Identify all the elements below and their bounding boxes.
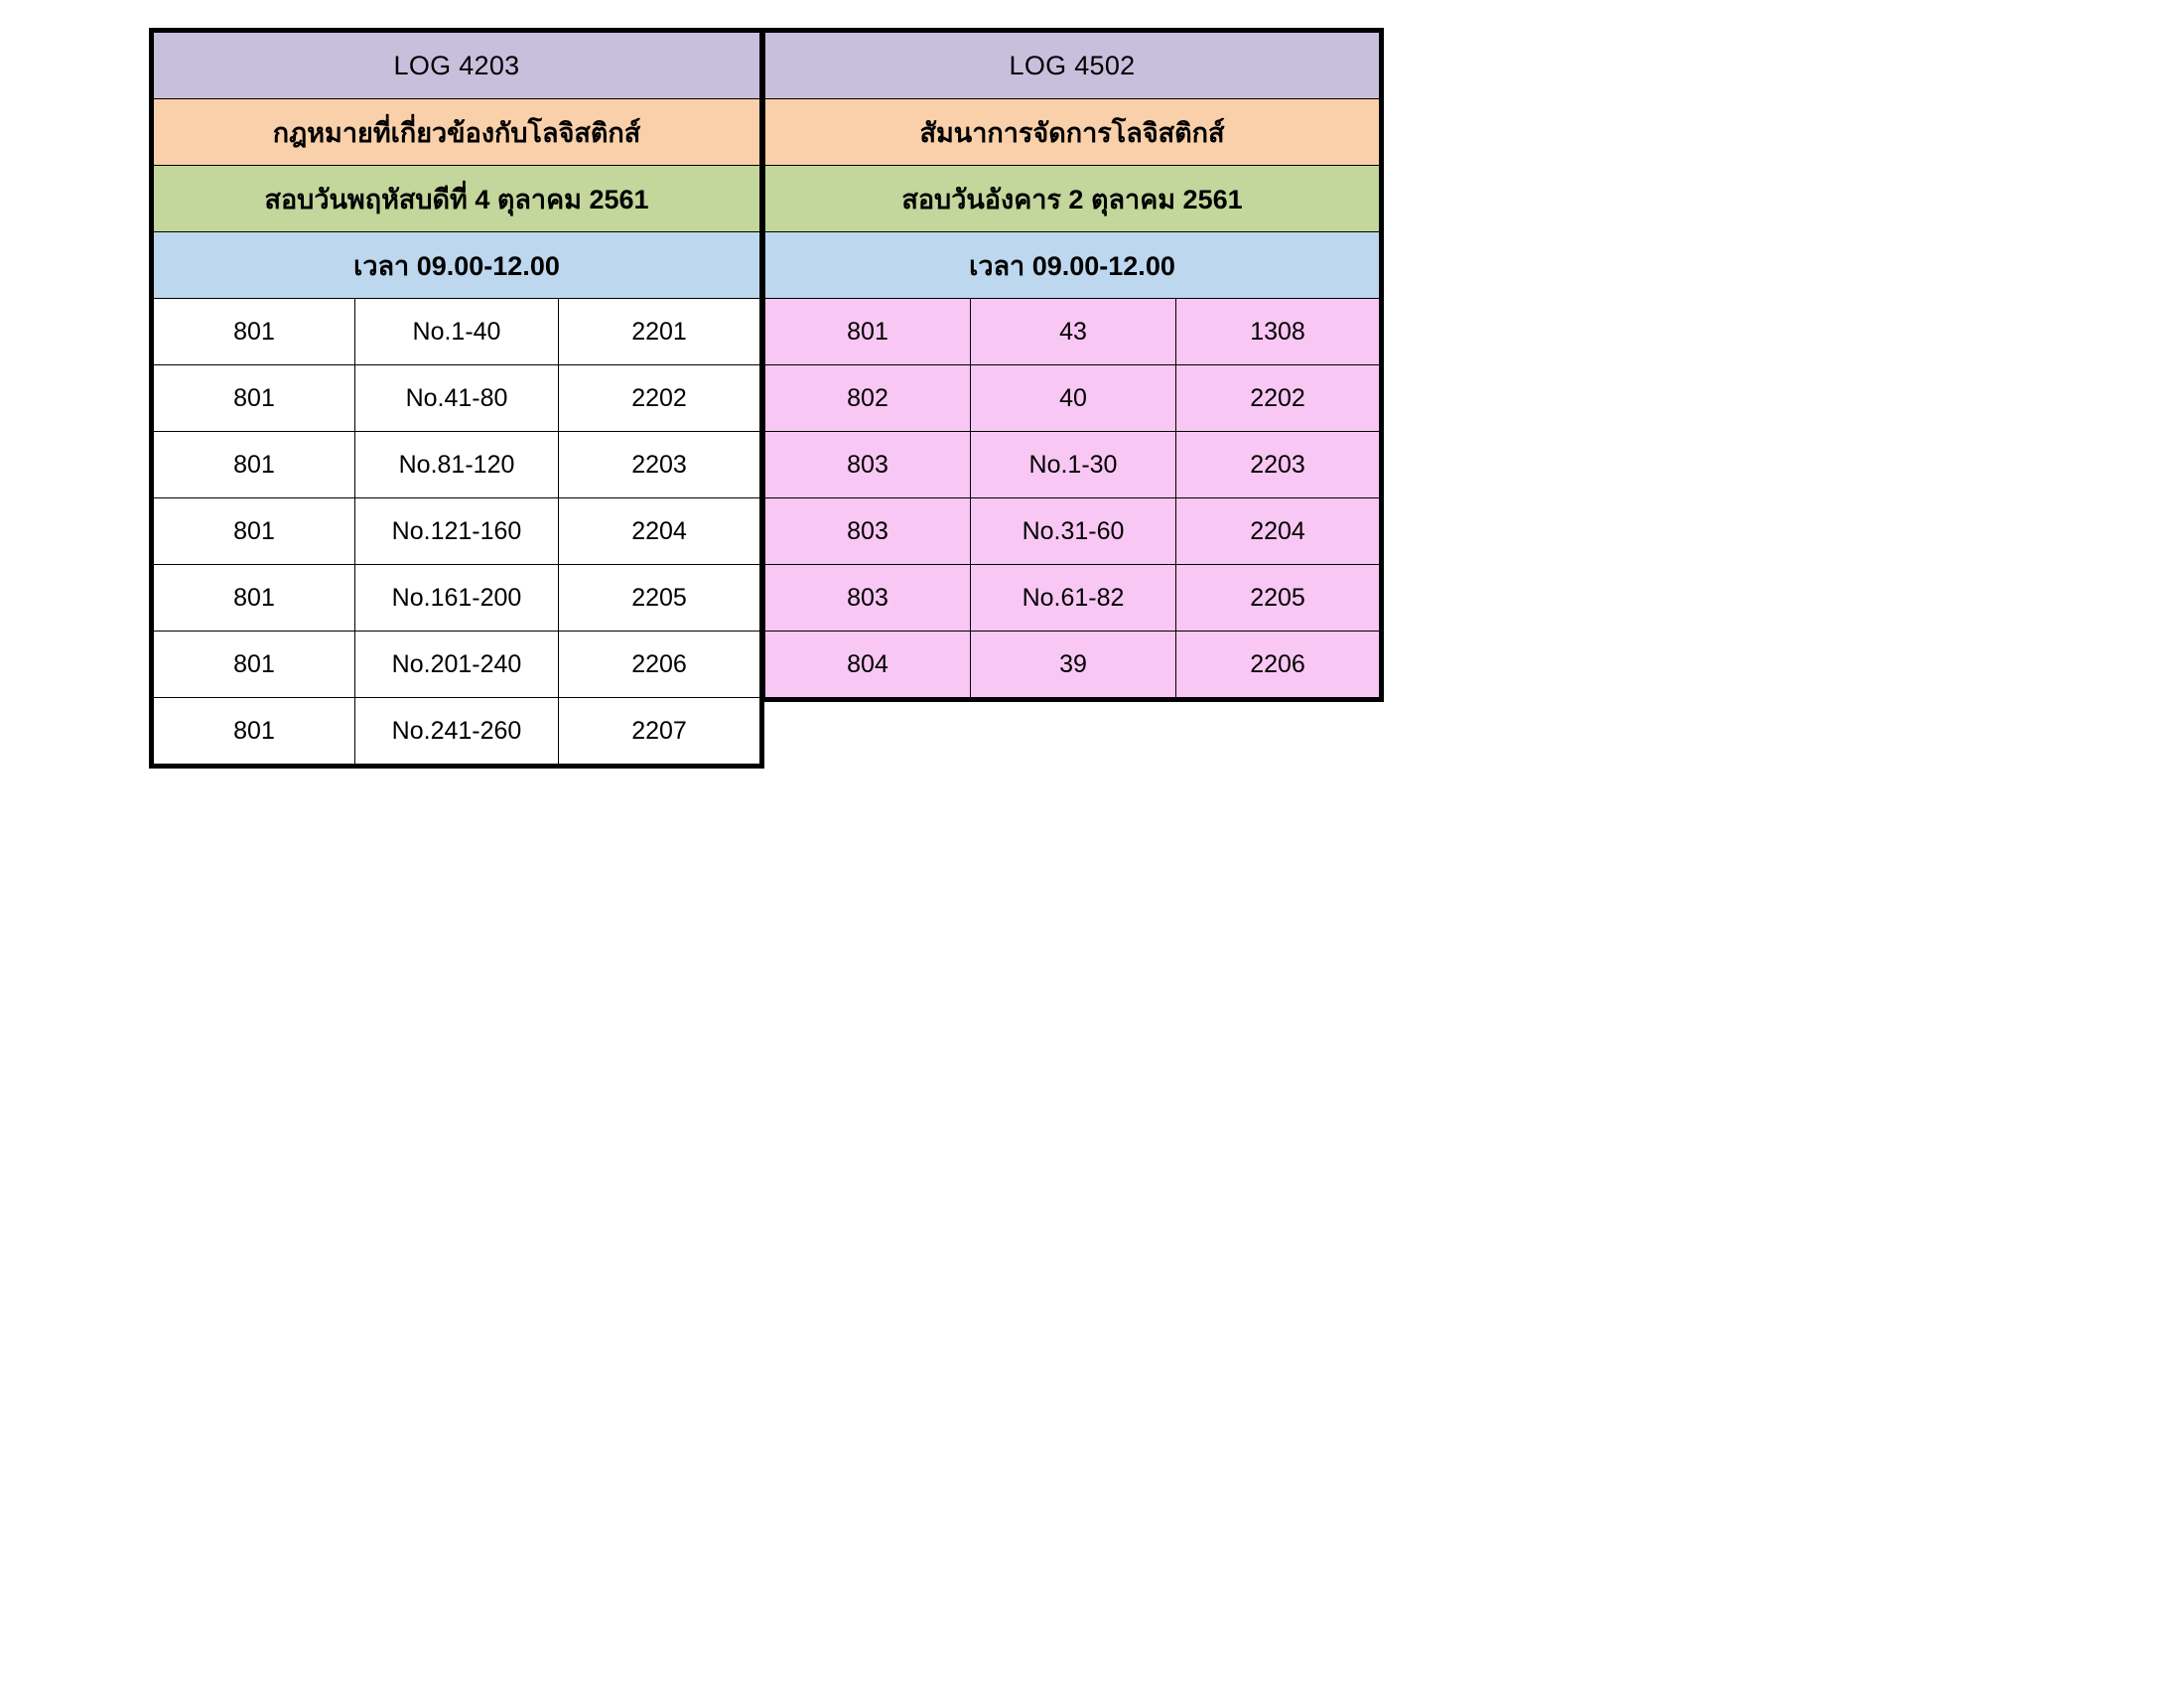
room-cell: 2204: [1176, 498, 1382, 565]
room-cell: 2205: [559, 565, 762, 632]
table-row: [765, 365, 1382, 432]
table-row: [152, 365, 762, 432]
exam-date: สอบวันอังคาร 2 ตุลาคม 2561: [765, 166, 1382, 232]
room-cell: 2204: [559, 498, 762, 565]
room-cell: 2205: [1176, 565, 1382, 632]
table-row: [152, 432, 762, 498]
room-cell: 2201: [559, 299, 762, 365]
room-cell: 1308: [1176, 299, 1382, 365]
section-cell: 804: [765, 632, 971, 700]
table-row: [152, 498, 762, 565]
table-row: [765, 498, 1382, 565]
exam-time: เวลา 09.00-12.00: [765, 232, 1382, 299]
table-header-time-row: [765, 232, 1382, 299]
schedule-tables-container: [149, 28, 2184, 769]
table-row: [152, 698, 762, 767]
exam-date: สอบวันพฤหัสบดีที่ 4 ตุลาคม 2561: [152, 166, 762, 232]
number-range-cell: No.41-80: [355, 365, 559, 432]
table-row: [765, 632, 1382, 700]
table-row: [152, 632, 762, 698]
room-cell: 2207: [559, 698, 762, 767]
section-cell: 801: [765, 299, 971, 365]
number-range-cell: No.161-200: [355, 565, 559, 632]
number-range-cell: No.201-240: [355, 632, 559, 698]
number-range-cell: No.1-30: [971, 432, 1176, 498]
section-cell: 801: [152, 365, 355, 432]
number-range-cell: 39: [971, 632, 1176, 700]
table-header-subject-row: [152, 99, 762, 166]
table-row: [152, 565, 762, 632]
section-cell: 801: [152, 299, 355, 365]
room-cell: 2206: [559, 632, 762, 698]
table-row: [765, 432, 1382, 498]
exam-schedule-sheet: [0, 0, 2184, 769]
section-cell: 803: [765, 498, 971, 565]
table-header-date-row: [152, 166, 762, 232]
number-range-cell: No.31-60: [971, 498, 1176, 565]
section-cell: 803: [765, 565, 971, 632]
table-row: [765, 565, 1382, 632]
course-code: LOG 4502: [765, 31, 1382, 99]
section-cell: 801: [152, 698, 355, 767]
section-cell: 801: [152, 498, 355, 565]
number-range-cell: No.81-120: [355, 432, 559, 498]
room-cell: 2202: [559, 365, 762, 432]
room-cell: 2203: [559, 432, 762, 498]
table-header-date-row: [765, 166, 1382, 232]
exam-table-log-4502: [764, 28, 1384, 702]
table-row: [152, 299, 762, 365]
room-cell: 2206: [1176, 632, 1382, 700]
number-range-cell: 40: [971, 365, 1176, 432]
section-cell: 801: [152, 565, 355, 632]
number-range-cell: 43: [971, 299, 1176, 365]
course-subject: กฎหมายที่เกี่ยวข้องกับโลจิสติกส์: [152, 99, 762, 166]
section-cell: 802: [765, 365, 971, 432]
number-range-cell: No.121-160: [355, 498, 559, 565]
section-cell: 801: [152, 432, 355, 498]
exam-time: เวลา 09.00-12.00: [152, 232, 762, 299]
table-row: [765, 299, 1382, 365]
room-cell: 2203: [1176, 432, 1382, 498]
table-header-code-row: [152, 31, 762, 99]
course-subject: สัมนาการจัดการโลจิสติกส์: [765, 99, 1382, 166]
section-cell: 801: [152, 632, 355, 698]
course-code: LOG 4203: [152, 31, 762, 99]
exam-table-log-4203: [149, 28, 764, 769]
section-cell: 803: [765, 432, 971, 498]
room-cell: 2202: [1176, 365, 1382, 432]
table-header-subject-row: [765, 99, 1382, 166]
table-header-code-row: [765, 31, 1382, 99]
number-range-cell: No.241-260: [355, 698, 559, 767]
number-range-cell: No.61-82: [971, 565, 1176, 632]
number-range-cell: No.1-40: [355, 299, 559, 365]
table-header-time-row: [152, 232, 762, 299]
